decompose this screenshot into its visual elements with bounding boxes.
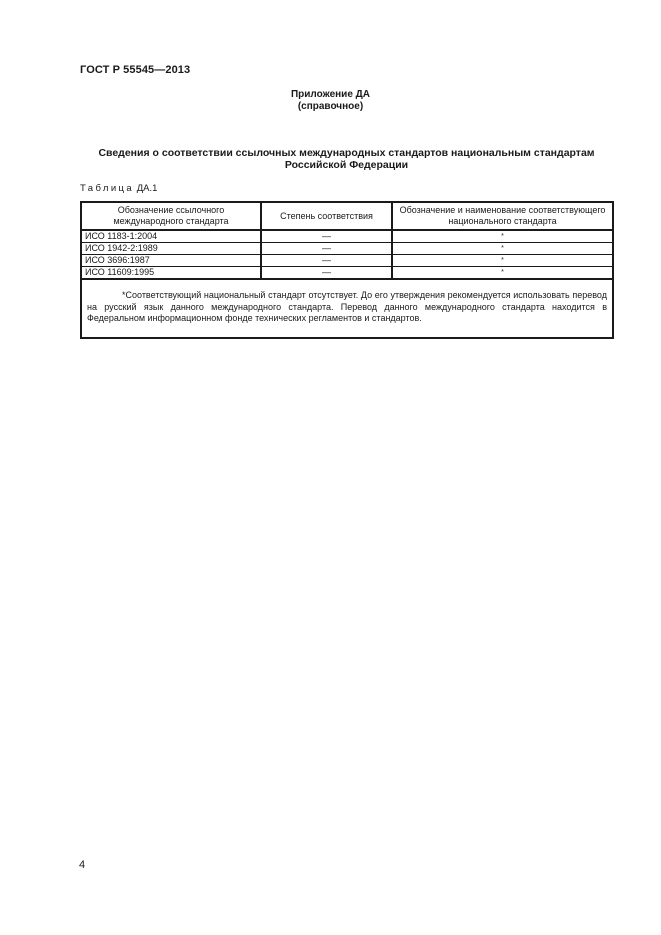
- header-degree-of-correspondence: Степень соответствия: [261, 202, 392, 230]
- cell-national-standard: *: [392, 255, 613, 267]
- appendix-subtitle: (справочное): [297, 101, 364, 112]
- cell-national-standard: *: [392, 267, 613, 280]
- table-footnote-row: [81, 279, 613, 338]
- document-code: ГОСТ Р 55545—2013: [80, 64, 191, 76]
- cell-degree: —: [261, 230, 392, 243]
- cell-degree: —: [261, 267, 392, 280]
- section-title-line-1: Сведения о соответствии ссылочных международных стандартов национальным стандартам: [98, 147, 595, 159]
- cell-degree: —: [261, 243, 392, 255]
- cell-degree: —: [261, 255, 392, 267]
- cell-national-standard: *: [392, 243, 613, 255]
- header-national-standard: Обозначение и наименование соответствующего национального стандарта: [392, 202, 613, 230]
- table-row: [81, 267, 613, 280]
- table-row: [81, 230, 613, 243]
- header-international-standard: Обозначение ссылочного международного стандарта: [81, 202, 261, 230]
- appendix-title: Приложение ДА: [290, 89, 371, 100]
- correspondence-table: [80, 201, 614, 339]
- table-header-row: [81, 202, 613, 230]
- cell-international-standard: ИСО 1942-2:1989: [81, 243, 261, 255]
- section-title-line-2: Российской Федерации: [284, 159, 409, 171]
- table-footnote: *Соответствующий национальный стандарт отсутствует. До его утверждения рекомендуется использовать перевод на русский язык данного международного стандарта. Перевод данного международного стандарта находится в Федеральном информационном фонде технических регламентов и стандартов.: [81, 279, 613, 338]
- appendix-heading: [0, 89, 661, 113]
- table-row: [81, 243, 613, 255]
- cell-international-standard: ИСО 1183-1:2004: [81, 230, 261, 243]
- cell-international-standard: ИСО 11609:1995: [81, 267, 261, 280]
- section-title: [80, 147, 613, 171]
- table-row: [81, 255, 613, 267]
- cell-international-standard: ИСО 3696:1987: [81, 255, 261, 267]
- table-caption-number: ДА.1: [136, 183, 158, 194]
- cell-national-standard: *: [392, 230, 613, 243]
- page-number: 4: [79, 859, 86, 871]
- table-caption: [80, 183, 157, 194]
- table-caption-prefix: Таблица: [80, 183, 135, 194]
